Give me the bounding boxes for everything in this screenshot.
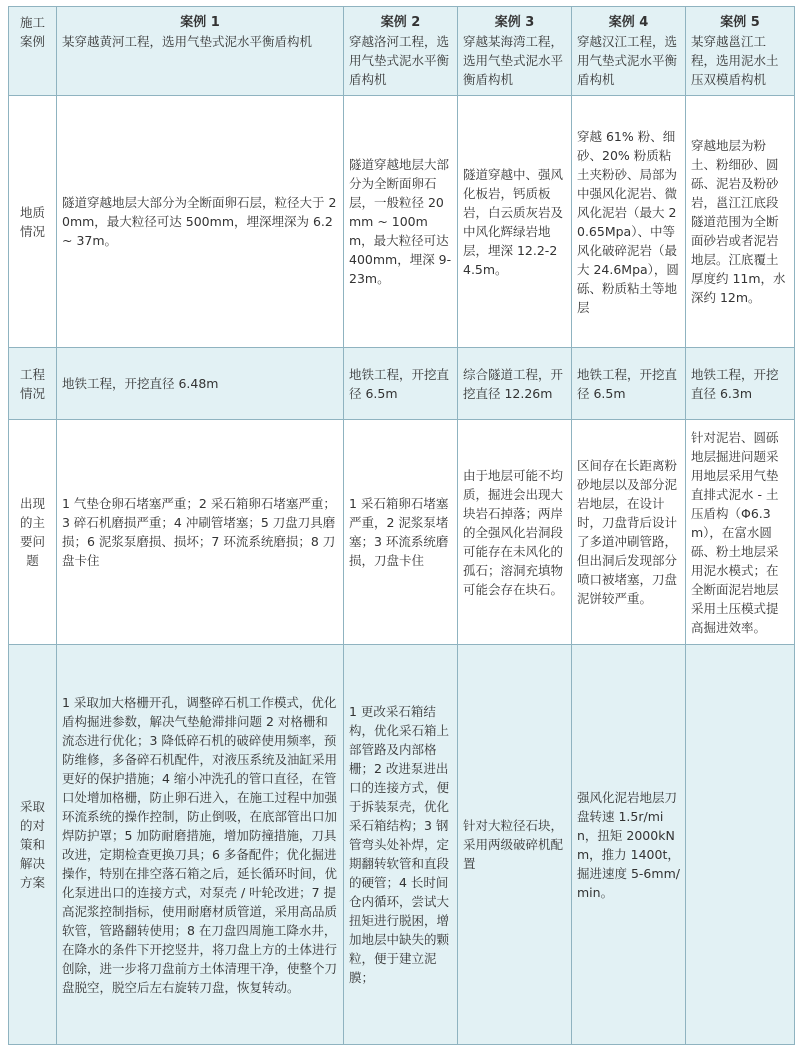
case-title: 案例 3 xyxy=(494,15,535,30)
table-row-engineering xyxy=(9,348,795,420)
row-header-case: 施工案例 xyxy=(9,7,57,96)
table-cell: 针对大粒径石块，采用两级破碎机配置 xyxy=(458,645,572,1045)
case-title: 案例 1 xyxy=(180,15,220,30)
case-desc: 某穿越黄河工程，选用气垫式泥水平衡盾构机 xyxy=(62,34,313,49)
table-cell xyxy=(686,645,795,1045)
case-desc: 穿越汉江工程，选用气垫式泥水平衡盾构机 xyxy=(577,34,678,87)
table-cell: 隧道穿越中、强风化板岩，钙质板岩，白云质灰岩及中风化辉绿岩地层，埋深 12.2-24.5m。 xyxy=(458,96,572,348)
table-cell: 1 更改采石箱结构，优化采石箱上部管路及内部格栅；2 改进泵进出口的连接方式，便于拆装泵壳，优化采石箱结构；3 钢管弯头处补焊，定期翻转软管和直段的硬管；4 长时间仓内循环，尝试大扭矩进行脱困，增加地层中缺失的颗粒，便于建立泥膜； xyxy=(344,645,458,1045)
row-header-engineering: 工程情况 xyxy=(9,348,57,420)
row-header-measures: 采取的对策和解决方案 xyxy=(9,645,57,1045)
table-cell: 隧道穿越地层大部分为全断面卵石层，一般粒径 20mm ~ 100mm，最大粒径可达 400mm，埋深 9-23m。 xyxy=(344,96,458,348)
case-desc: 某穿越邕江工程，选用泥水土压双模盾构机 xyxy=(691,34,779,87)
table-cell: 1 采取加大格栅开孔，调整碎石机工作模式，优化盾构掘进参数，解决气垫舱滞排问题 2 对格栅和流态进行优化；3 降低碎石机的破碎使用频率，预防维修，多备碎石机配件，对液压系统及油缸采用更好的保护措施；4 缩小冲洗孔的管口直径，在管口处增加格栅，防止卵石进入，在施工过程中加强环流系统的操作控制，防止倒吸，在底部管出口加焊防护罩；5 加防耐磨措施，增加防撞措施，刀具改进，定期检查更换刀具；6 多备配件；优化掘进操作，特别在排空落石箱之后，延长循环时间，优化泵进出口的连接方式，对泵壳 / 叶轮改进；7 提高泥浆控制指标，使用耐磨材质管道，采用高品质软管，管路翻转使用；8 在刀盘四周施工降水井，在降水的条件下开挖竖井，将刀盘上方的土体进行创除，进一步将刀盘前方土体清理干净，使整个刀盘脱空，脱空后左右旋转刀盘，恢复转动。 xyxy=(57,645,344,1045)
case-title: 案例 4 xyxy=(608,15,649,30)
case-desc: 穿越某海湾工程，选用气垫式泥水平衡盾构机 xyxy=(463,34,564,87)
table-cell: 由于地层可能不均质，掘进会出现大块岩石掉落；两岸的全强风化岩洞段可能存在未风化的孤石；溶洞充填物可能会存在块石。 xyxy=(458,420,572,645)
case-desc: 穿越洛河工程，选用气垫式泥水平衡盾构机 xyxy=(349,34,450,87)
table-cell: 区间存在长距离粉砂地层以及部分泥岩地层，在设计时，刀盘背后设计了多道冲刷管路，但出洞后发现部分喷口被堵塞，刀盘泥饼较严重。 xyxy=(572,420,686,645)
table-cell: 1 气垫仓卵石堵塞严重；2 采石箱卵石堵塞严重；3 碎石机磨损严重；4 冲刷管堵塞；5 刀盘刀具磨损；6 泥浆泵磨损、损坏；7 环流系统磨损；8 刀盘卡住 xyxy=(57,420,344,645)
case-header-3 xyxy=(458,7,572,96)
table-cell: 综合隧道工程，开挖直径 12.26m xyxy=(458,348,572,420)
row-header-problems: 出现的主要问题 xyxy=(9,420,57,645)
table-cell: 地铁工程，开挖直径 6.5m xyxy=(344,348,458,420)
case-header-4 xyxy=(572,7,686,96)
row-header-geology: 地质情况 xyxy=(9,96,57,348)
case-header-1 xyxy=(57,7,344,96)
table-cell: 地铁工程，开挖直径 6.5m xyxy=(572,348,686,420)
case-header-2 xyxy=(344,7,458,96)
table-cell: 穿越地层为粉土、粉细砂、圆砾、泥岩及粉砂岩，邕江江底段隧道范围为全断面砂岩或者泥岩地层。江底覆土厚度约 11m，水深约 12m。 xyxy=(686,96,795,348)
table-cell: 1 采石箱卵石堵塞严重，2 泥浆泵堵塞；3 环流系统磨损，刀盘卡住 xyxy=(344,420,458,645)
table-cell: 强风化泥岩地层刀盘转速 1.5r/min，扭矩 2000kNm，推力 1400t，掘进速度 5-6mm/min。 xyxy=(572,645,686,1045)
table-cell: 地铁工程，开挖直径 6.48m xyxy=(57,348,344,420)
table-cell: 隧道穿越地层大部分为全断面卵石层，粒径大于 20mm，最大粒径可达 500mm，埋深埋深为 6.2 ~ 37m。 xyxy=(57,96,344,348)
case-header-5 xyxy=(686,7,795,96)
table-cell: 地铁工程，开挖直径 6.3m xyxy=(686,348,795,420)
table-row-geology xyxy=(9,96,795,348)
table-cell: 针对泥岩、圆砾地层掘进问题采用地层采用气垫直排式泥水 - 土压盾构（Φ6.3m），在富水圆砾、粉土地层采用泥水模式；在全断面泥岩地层采用土压模式提高掘进效率。 xyxy=(686,420,795,645)
comparison-table xyxy=(8,6,795,1045)
table-row-case xyxy=(9,7,795,96)
table-cell: 穿越 61% 粉、细砂、20% 粉质粘土夹粉砂、局部为中强风化泥岩、微风化泥岩（最大 20.65Mpa）、中等风化破碎泥岩（最大 24.6Mpa），圆砾、粉质粘土等地层 xyxy=(572,96,686,348)
table-row-problems xyxy=(9,420,795,645)
case-title: 案例 2 xyxy=(380,15,421,30)
case-title: 案例 5 xyxy=(720,15,760,30)
table-row-measures xyxy=(9,645,795,1045)
